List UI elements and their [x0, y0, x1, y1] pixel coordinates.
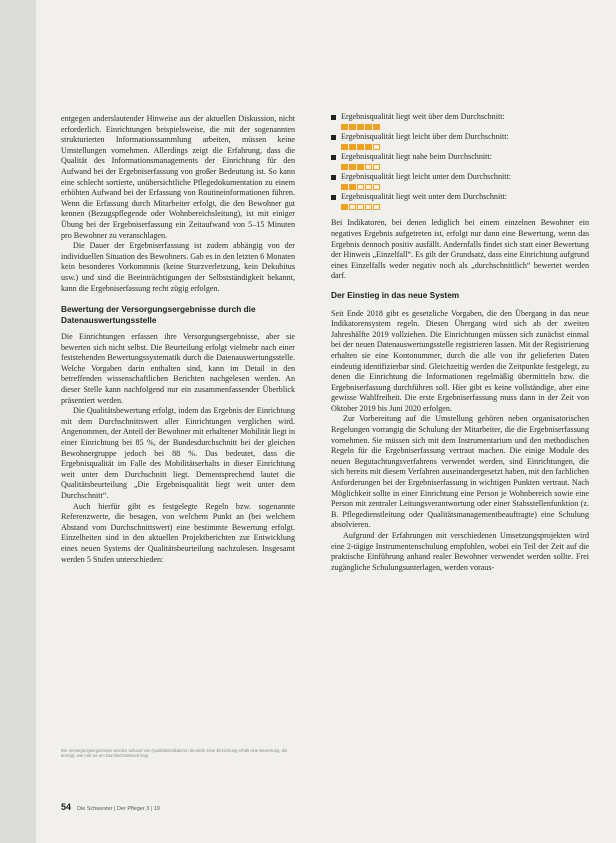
bullet-icon	[331, 115, 336, 120]
body-paragraph: Aufgrund der Erfahrungen mit verschiedenen Umsetzungsprojekten wird eine 2-tägige Instrumentenschulung empfohlen, wobei ein Teil der Zeit auf die praktische Einführung anhand realer Bewohner verwendet werden sollte. Frei zugängliche Schulungsunterlagen, werden voraus-	[331, 531, 589, 572]
bullet-icon	[331, 155, 336, 160]
body-paragraph: entgegen anderslautender Hinweise aus der aktuellen Diskussion, nicht erforderlich. Einrichtungen beispielsweise, die mit der sogenannten strukturierten Informationssammlung arbeiten, müssen keine Umstellungen vornehmen. Allerdings zeigt die Erfahrung, dass die Qualität des Informationsmanagements der Einrichtung für den Aufwand bei der Ergebniserfassung von großer Bedeutung ist. So kann eine schlecht sortierte, unübersichtliche Pflegedokumentation zu einem erhöhten Aufwand bei der Erfassung von Routineinformationen führen. Wenn die Erfassung durch Mitarbeiter erfolgt, die den Bewohner gut kennen (Bezugspflegende oder Wohnbereichsleitung), ist mit einiger Übung bei der Ergebniserfassung ein Zeitaufwand von 5–15 Minuten pro Bewohner zu veranschlagen.	[61, 114, 295, 240]
rating-squares	[341, 144, 589, 151]
filled-square-icon	[349, 184, 356, 191]
bullet-icon	[331, 195, 336, 200]
page-number: 54	[61, 802, 72, 812]
page-footer	[61, 802, 160, 812]
rating-squares	[341, 184, 589, 191]
legend-item	[331, 132, 589, 150]
filled-square-icon	[341, 124, 348, 131]
empty-square-icon	[357, 204, 364, 211]
rating-squares	[341, 204, 589, 211]
filled-square-icon	[365, 124, 372, 131]
legend-label: Ergebnisqualität liegt weit unter dem Durchschnitt:	[341, 192, 507, 202]
filled-square-icon	[341, 184, 348, 191]
filled-square-icon	[349, 144, 356, 151]
filled-square-icon	[357, 164, 364, 171]
empty-square-icon	[373, 204, 380, 211]
rating-squares	[341, 124, 589, 131]
bullet-icon	[331, 175, 336, 180]
body-paragraph: Die Einrichtungen erfassen ihre Versorgungsergebnisse, aber sie bewerten sich nicht selbst. Die Beurteilung erfolgt vielmehr nach einer feststehenden Bewertungssystematik durch die Datenauswertungsstelle. Welche Vorgaben darin enthalten sind, kann im Detail in den betreffenden wissenschaftlichen Berichten nachgelesen werden. An dieser Stelle kann nachfolgend nur ein zusammenfassender Überblick präsentiert werden.	[61, 332, 295, 405]
footnote: Die Versorgungsergebnisse werden anhand von Qualitätsindikatoren beurteilt. Eine Einrichtung erhält eine Bewertung, die anzeigt, wie nah sie am Durchschnittswert liegt.	[61, 748, 288, 759]
body-paragraph: Die Qualitätsbewertung erfolgt, indem das Ergebnis der Einrichtung mit dem Durchschnittswert aller Einrichtungen verglichen wird. Angenommen, der Anteil der Bewohner mit erhaltener Mobilität liegt in einer Einrichtung bei 85 %, der Bundesdurchschnitt bei der gleichen Bewohnergruppe jedoch bei 88 %. Das bedeutet, dass die Ergebnisqualität im Falle des Mobilitätserhalts in dieser Einrichtung weit unter dem Durchschnitt liegt. Dementsprechend lautet die Qualitätsbeurteilung „Die Ergebnisqualität liegt weit unter dem Durchschnitt“.	[61, 406, 295, 500]
empty-square-icon	[349, 204, 356, 211]
section-heading: Bewertung der Versorgungsergebnisse durch die Datenauswertungsstelle	[61, 304, 256, 325]
magazine-page	[36, 0, 616, 843]
empty-square-icon	[365, 204, 372, 211]
bullet-icon	[331, 135, 336, 140]
rating-squares	[341, 164, 589, 171]
magazine-name: Die Schwester | Der Pfleger 3 | 19	[77, 806, 160, 812]
empty-square-icon	[373, 164, 380, 171]
legend-item	[331, 112, 589, 130]
empty-square-icon	[373, 184, 380, 191]
right-column	[331, 112, 589, 573]
legend-label: Ergebnisqualität liegt weit über dem Durchschnitt:	[341, 112, 505, 121]
quality-rating-legend	[331, 112, 589, 210]
section-heading: Der Einstieg in das neue System	[331, 290, 460, 301]
filled-square-icon	[349, 164, 356, 171]
filled-square-icon	[357, 124, 364, 131]
legend-label: Ergebnisqualität liegt leicht unter dem Durchschnitt:	[341, 172, 512, 182]
filled-square-icon	[357, 144, 364, 151]
body-paragraph: Auch hierfür gibt es festgelegte Regeln bzw. sogenannte Referenzwerte, die besagen, von welchem Punkt an (bei welchem Abstand vom Durchschnittswert) eine bestimmte Bewertung erfolgt. Einzelheiten sind in den aktuellen Projektberichten zur Entwicklung eines neuen Systems der Qualitätsbeurteilung nachzulesen. Insgesamt werden 5 Stufen unterschieden:	[61, 501, 295, 564]
legend-item	[331, 152, 589, 170]
empty-square-icon	[373, 144, 380, 151]
body-paragraph: Bei Indikatoren, bei denen lediglich bei einem einzelnen Bewohner ein negatives Ergebnis aufgetreten ist, erfolgt nur dann eine Bewertung, wenn das Ergebnis dennoch positiv ausfällt. Andernfalls findet sich statt einer Bewertung der Hinweis „Einzelfall“. Es gilt der Grundsatz, dass eine Einrichtung aufgrund eines Einzelfalls weder negativ noch als „durchschnittlich“ bewertet werden darf.	[331, 218, 589, 281]
filled-square-icon	[373, 124, 380, 131]
filled-square-icon	[341, 164, 348, 171]
body-paragraph: Die Dauer der Ergebniserfassung ist zudem abhängig von der individuellen Situation des Bewohners. Gab es in den letzten 6 Monaten kein besonderes Vorkommnis (keine Sturzverletzung, kein Dekubitus usw.) und sind die Beeinträchtigungen der Selbstständigkeit bekannt, kann die Ergebniserfassung recht zügig erfolgen.	[61, 241, 295, 293]
filled-square-icon	[341, 204, 348, 211]
filled-square-icon	[341, 144, 348, 151]
body-paragraph: Seit Ende 2018 gibt es gesetzliche Vorgaben, die den Übergang in das neue Indikatorensystem regeln. Diesen Übergang wird sich ab der zweiten Jahreshälfte 2019 vollziehen. Die Einrichtungen müssen sich zunächst einmal bei der neuen Datenauswertungsstelle registrieren lassen. Mit der Registrierung erhalten sie eine Kontonummer, durch die alle von ihr gelieferten Daten eindeutig identifizierbar sind. Gleichzeitig werden die Zeitpunkte festgelegt, zu denen die Einrichtung die Informationen regelmäßig übermitteln bzw. die Ergebniserfassung durchführen soll. Hier gibt es keine vollständige, aber eine gewisse Wahlfreiheit. Die erste Ergebniserfassung muss dann in der Zeit von Oktober 2019 bis Juni 2020 erfolgen.	[331, 308, 589, 413]
empty-square-icon	[357, 184, 364, 191]
left-column	[61, 114, 295, 565]
filled-square-icon	[349, 124, 356, 131]
legend-item	[331, 192, 589, 210]
legend-label: Ergebnisqualität liegt nahe beim Durchschnitt:	[341, 152, 492, 162]
empty-square-icon	[365, 184, 372, 191]
filled-square-icon	[365, 144, 372, 151]
legend-item	[331, 172, 589, 190]
empty-square-icon	[365, 164, 372, 171]
body-paragraph: Zur Vorbereitung auf die Umstellung gehören neben organisatorischen Regelungen vorrangig die Schulung der Mitarbeiter, die die Ergebniserfassung vornehmen. Sie müssen sich mit dem Instrumentarium und den methodischen Regeln für die Ergebniserfassung vertraut machen. Die einige Module des neuen Begutachtungsverfahrens verwendet werden, sind Einrichtungen, die sich bereits mit diesem Verfahren auseinandergesetzt haben, mit den fachlichen Anforderungen bei der Ergebniserfassung in wichtigen Punkten vertraut. Nach Möglichkeit sollte in einer Einrichtung eine Person je Wohnbereich sowie eine Person mit zentraler Leitungsverantwortung oder einer Stabsstellenfunktion (z. B. Pflegedienstleitung oder Qualitätsmanagementbeauftragte) eine Schulung absolvieren.	[331, 414, 589, 530]
legend-label: Ergebnisqualität liegt leicht über dem Durchschnitt:	[341, 132, 509, 142]
